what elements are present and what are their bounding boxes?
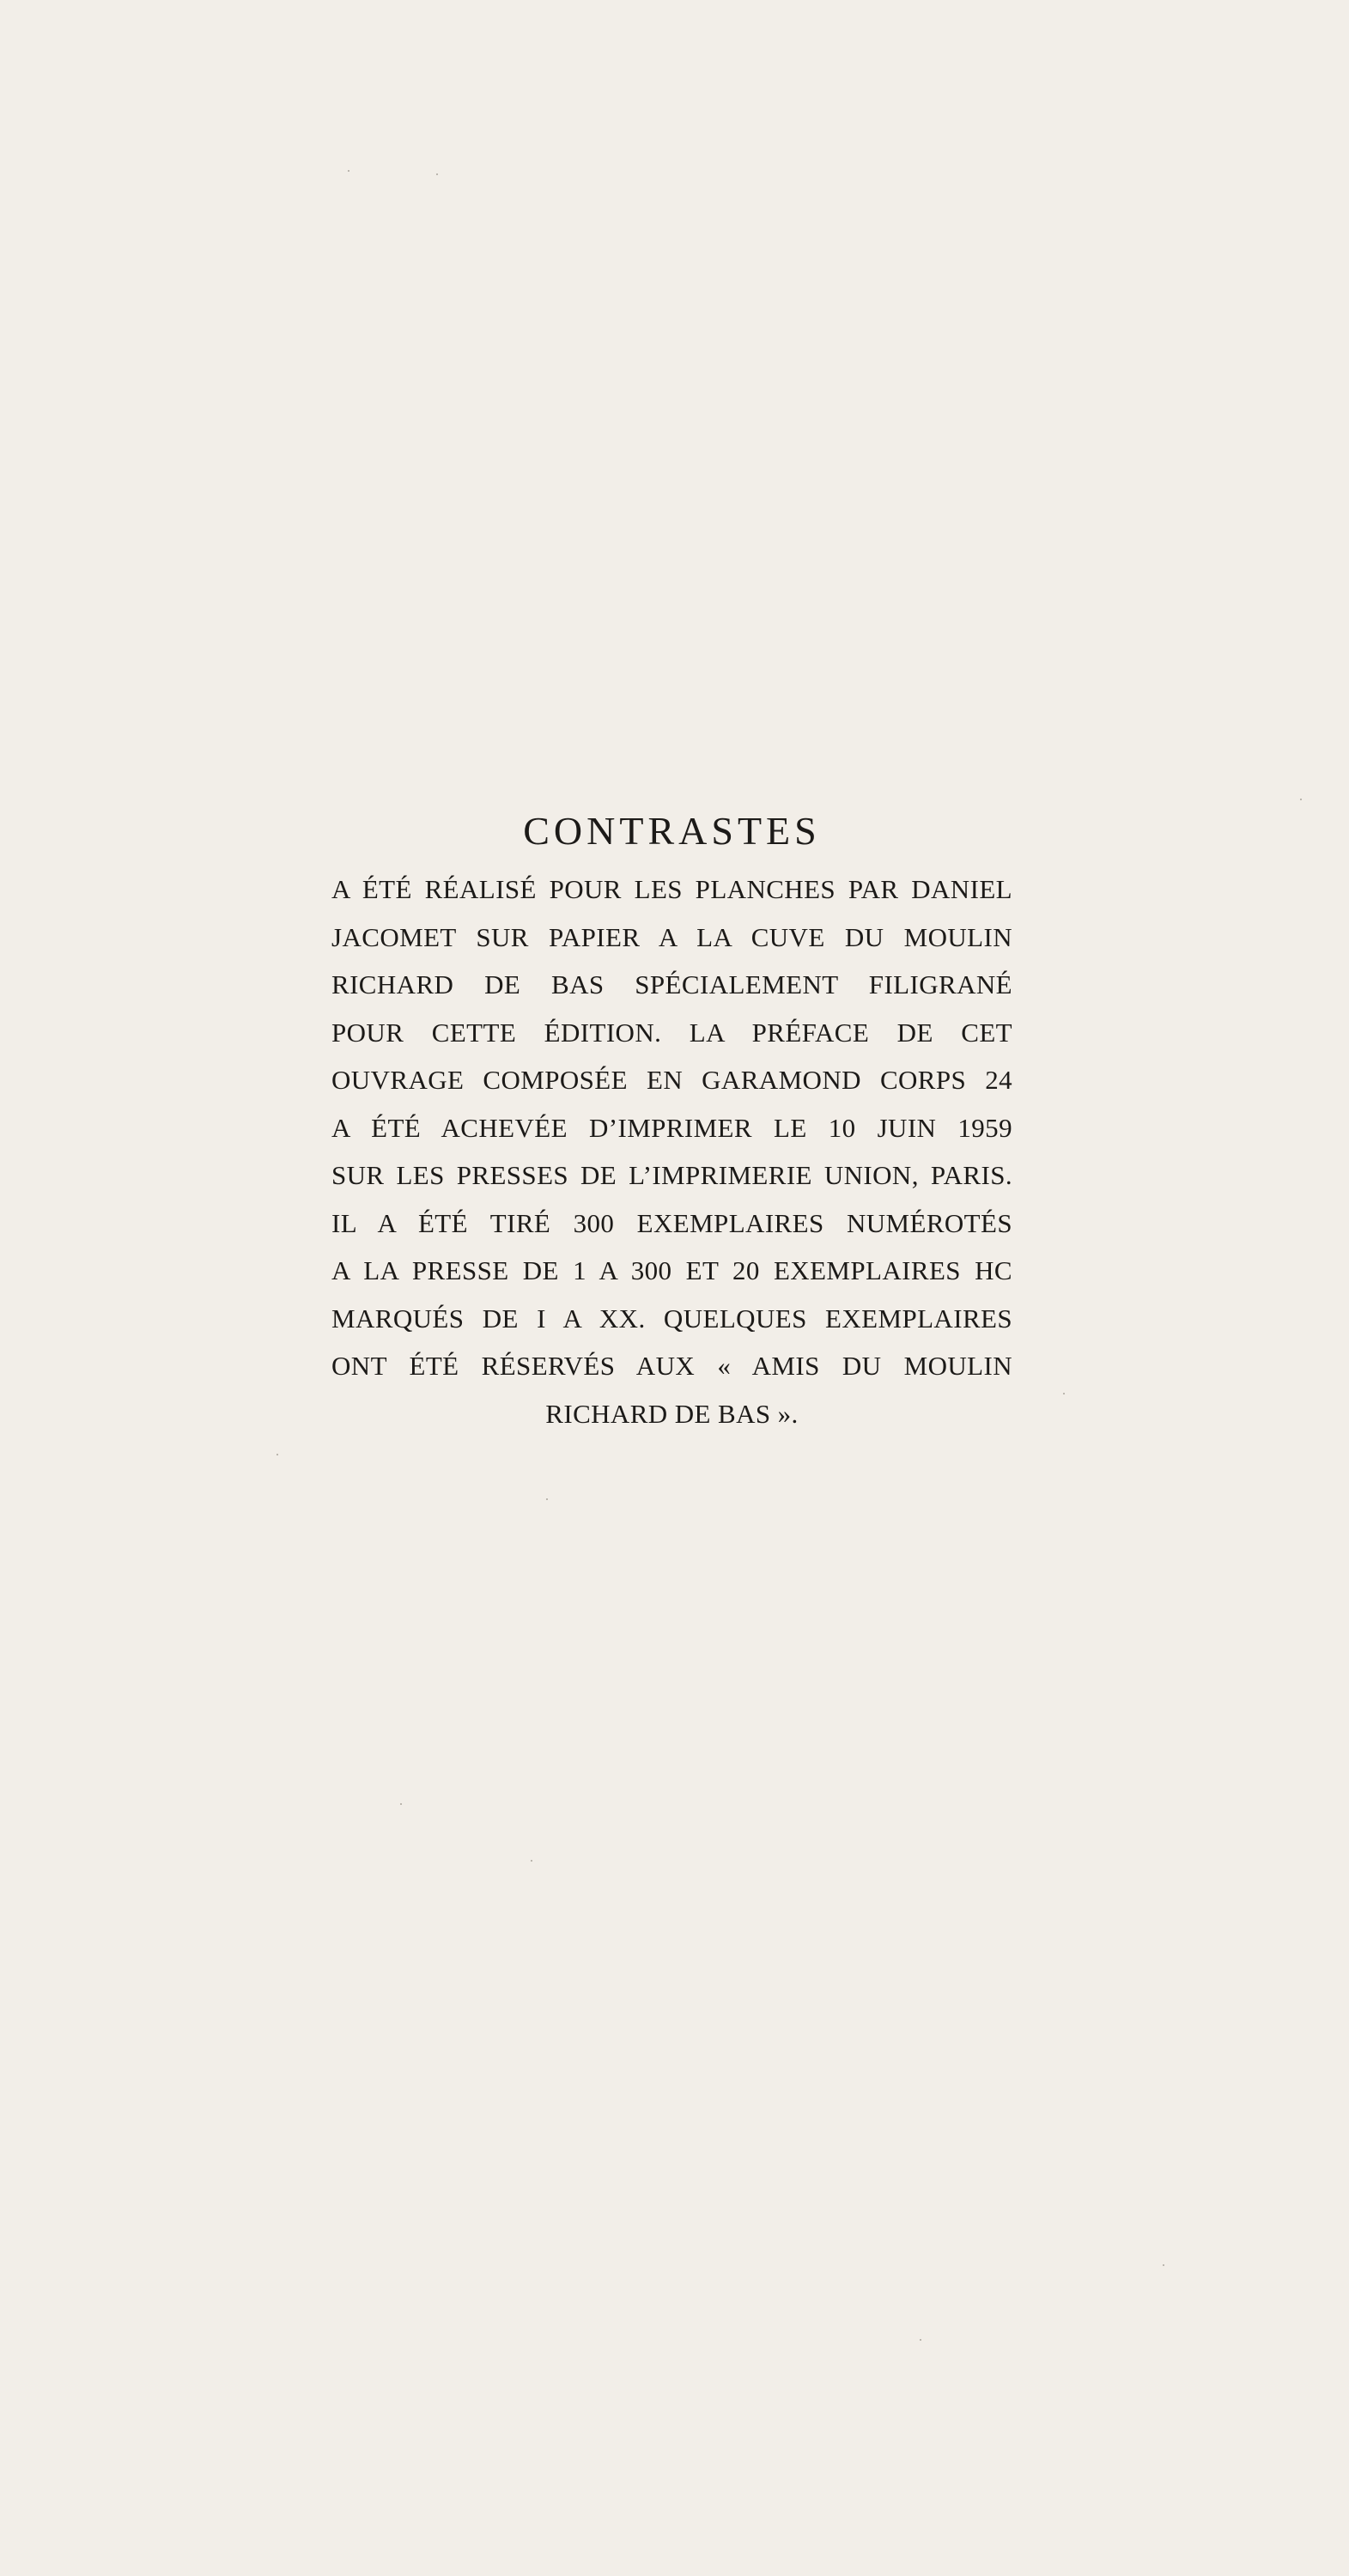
paper-speck — [546, 1498, 548, 1500]
paper-speck — [400, 1803, 402, 1805]
colophon-block — [331, 807, 1012, 1437]
paper-speck — [1163, 2264, 1164, 2266]
colophon-line: MARQUÉS DE I A XX. QUELQUES EXEMPLAIRES — [331, 1303, 1012, 1334]
colophon-line-last: RICHARD DE BAS ». — [545, 1398, 799, 1429]
colophon-line: A ÉTÉ RÉALISÉ POUR LES PLANCHES PAR DANIEL — [331, 874, 1012, 904]
paper-speck — [348, 170, 349, 172]
colophon-line: A LA PRESSE DE 1 A 300 ET 20 EXEMPLAIRES HC — [331, 1255, 1012, 1285]
colophon-line: POUR CETTE ÉDITION. LA PRÉFACE DE CET — [331, 1017, 1012, 1048]
paper-speck — [436, 173, 438, 175]
colophon-line: RICHARD DE BAS SPÉCIALEMENT FILIGRANÉ — [331, 969, 1012, 999]
paper-speck — [1063, 1393, 1065, 1394]
colophon-line: OUVRAGE COMPOSÉE EN GARAMOND CORPS 24 — [331, 1065, 1012, 1095]
paper-speck — [920, 2339, 921, 2341]
colophon-line: SUR LES PRESSES DE L’IMPRIMERIE UNION, PARIS. — [331, 1160, 1012, 1190]
colophon-line: ONT ÉTÉ RÉSERVÉS AUX « AMIS DU MOULIN — [331, 1351, 1012, 1381]
paper-speck — [1300, 799, 1302, 800]
colophon-line: IL A ÉTÉ TIRÉ 300 EXEMPLAIRES NUMÉROTÉS — [331, 1207, 1012, 1238]
paper-speck — [531, 1860, 532, 1862]
colophon-line: A ÉTÉ ACHEVÉE D’IMPRIMER LE 10 JUIN 1959 — [331, 1112, 1012, 1143]
colophon-title: CONTRASTES — [523, 809, 821, 853]
paper-speck — [276, 1454, 278, 1455]
colophon-line: JACOMET SUR PAPIER A LA CUVE DU MOULIN — [331, 921, 1012, 952]
